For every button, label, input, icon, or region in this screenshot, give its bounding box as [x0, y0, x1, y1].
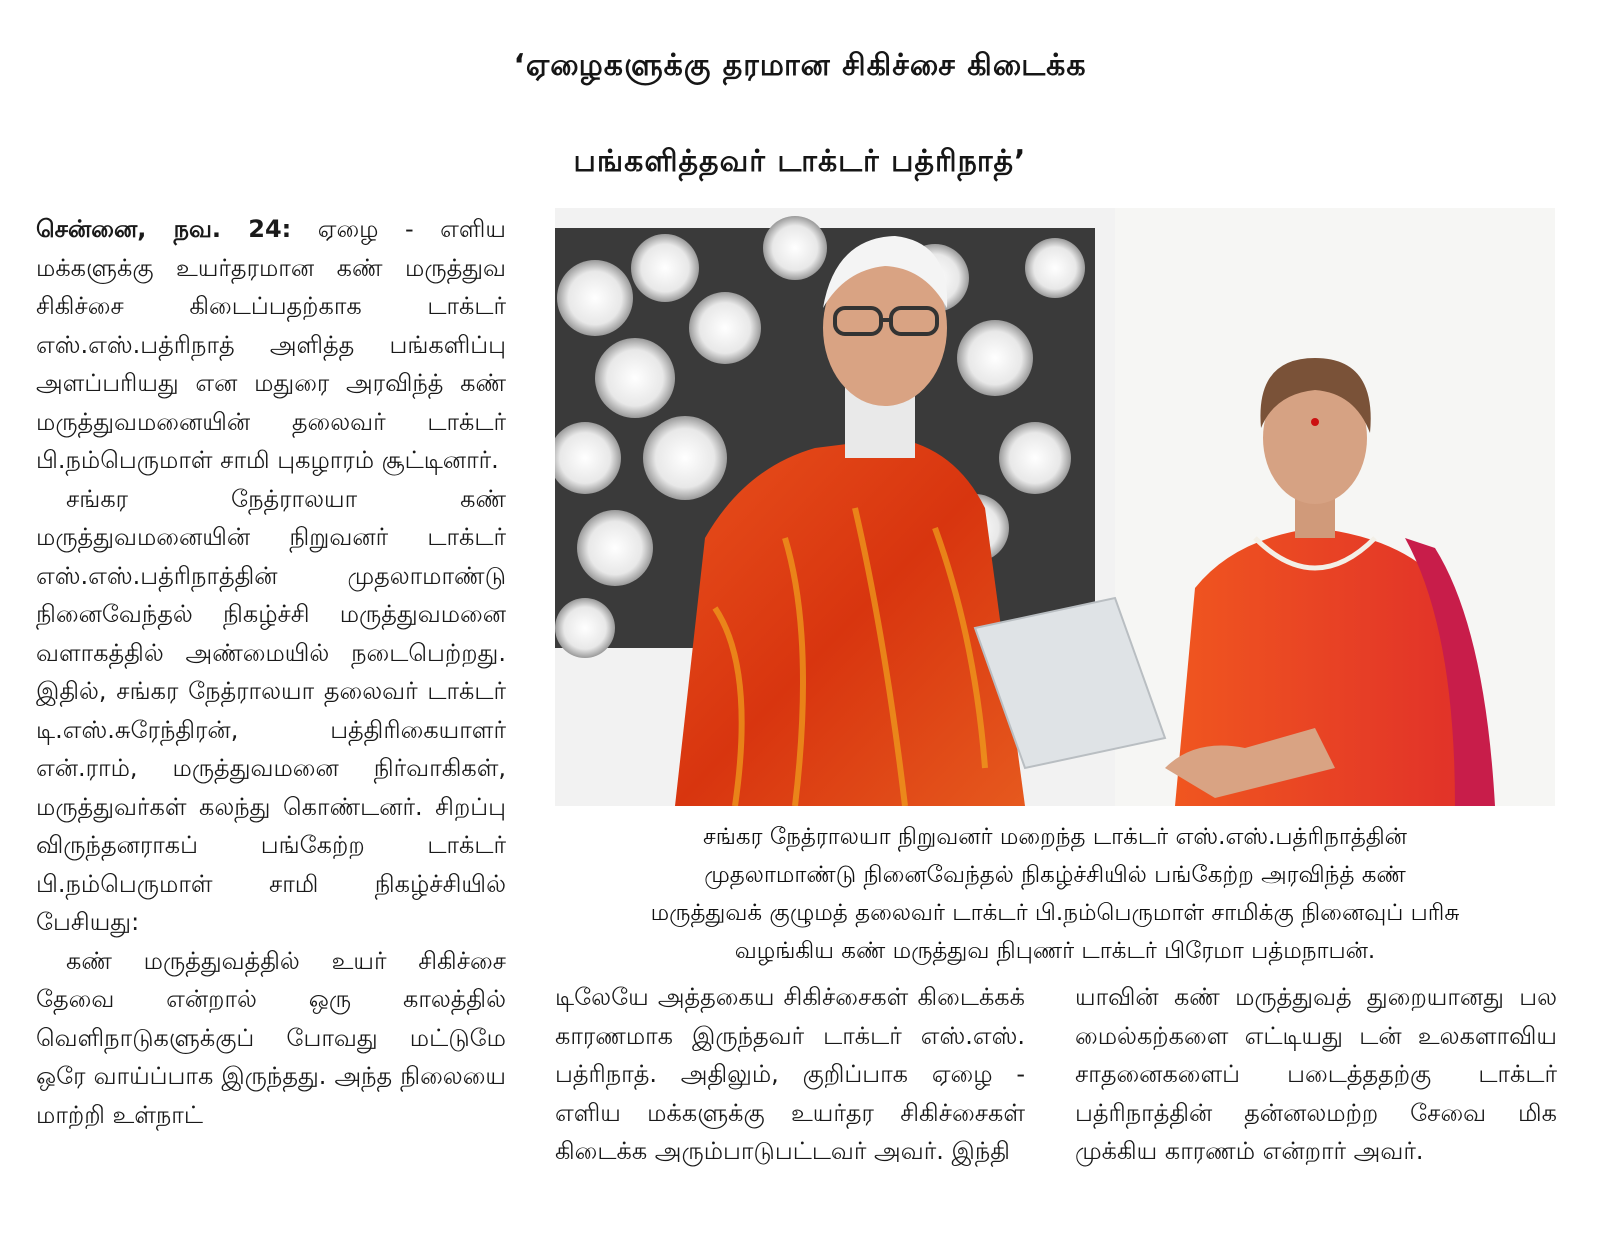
caption-line-2: முதலாமாண்டு நினைவேந்தல் நிகழ்ச்சியில் பங்கேற்ற அரவிந்த் கண்	[704, 862, 1406, 888]
caption-line-1: சங்கர நேத்ராலயா நிறுவனர் மறைந்த டாக்டர் எஸ்.எஸ்.பத்ரிநாத்தின்	[703, 824, 1407, 850]
article-column-3	[1075, 978, 1557, 1171]
article-paragraph-1-text: ஏழை - எளிய மக்களுக்கு உயர்தரமான கண் மருத்துவ சிகிச்சை கிடைப்பதற்காக டாக்டர் எஸ்.எஸ்.பத்ரிநாத் அளித்த பங்களிப்பு அளப்பரியது என மதுரை அரவிந்த் கண் மருத்துவமனையின் தலைவர் டாக்டர் பி.நம்பெருமாள் சாமி புகழாரம் சூட்டினார்.	[36, 215, 506, 474]
caption-line-3: மருத்துவக் குழுமத் தலைவர் டாக்டர் பி.நம்பெருமாள் சாமிக்கு நினைவுப் பரிசு	[650, 900, 1460, 926]
article-column-2-text: டிலேயே அத்தகைய சிகிச்சைகள் கிடைக்கக் காரணமாக இருந்தவர் டாக்டர் எஸ்.எஸ். பத்ரிநாத். அதிலும், குறிப்பாக ஏழை - எளிய மக்களுக்கு உயர்தர சிகிச்சைகள் கிடைக்க அரும்பாடுபட்டவர் அவர். இந்தி	[555, 983, 1025, 1165]
caption-line-4: வழங்கிய கண் மருத்துவ நிபுணர் டாக்டர் பிரேமா பத்மநாபன்.	[734, 938, 1376, 964]
article-paragraph-2: சங்கர நேத்ராலயா கண் மருத்துவமனையின் நிறுவனர் டாக்டர் எஸ்.எஸ்.பத்ரிநாத்தின் முதலாமாண்டு நினைவேந்தல் நிகழ்ச்சி மருத்துவமனை வளாகத்தில் அண்மையில் நடைபெற்றது. இதில், சங்கர நேத்ராலயா தலைவர் டாக்டர் டி.எஸ்.சுரேந்திரன், பத்திரிகையாளர் என்.ராம், மருத்துவமனை நிர்வாகிகள், மருத்துவர்கள் கலந்து கொண்டனர். சிறப்பு விருந்தனராகப் பங்கேற்ற டாக்டர் பி.நம்பெருமாள் சாமி நிகழ்ச்சியில் பேசியது:	[36, 484, 506, 936]
event-photo-illustration	[555, 208, 1555, 806]
article-column-3-text: யாவின் கண் மருத்துவத் துறையானது பல மைல்கற்களை எட்டியது டன் உலகளாவிய சாதனைகளைப் படைத்ததற்கு டாக்டர் பத்ரிநாத்தின் தன்னலமற்ற சேவை மிக முக்கிய காரணம் என்றார் அவர்.	[1075, 983, 1557, 1165]
headline-line-2: பங்களித்தவர் டாக்டர் பத்ரிநாத்’	[573, 144, 1027, 179]
article-paragraph-1	[36, 210, 506, 480]
event-photo	[555, 208, 1555, 806]
article-paragraph-3: கண் மருத்துவத்தில் உயர் சிகிச்சை தேவை என்றால் ஒரு காலத்தில் வெளிநாடுகளுக்குப் போவது மட்டுமே ஒரே வாய்ப்பாக இருந்தது. அந்த நிலையை மாற்றி உள்நாட்	[36, 946, 506, 1129]
headline-line-1: ‘ஏழைகளுக்கு தரமான சிகிச்சை கிடைக்க	[513, 48, 1087, 83]
photo-caption	[555, 818, 1555, 970]
article-column-1	[36, 210, 506, 1134]
dateline: சென்னை, நவ. 24:	[36, 215, 292, 243]
headline	[0, 18, 1600, 210]
article-column-2	[555, 978, 1025, 1171]
